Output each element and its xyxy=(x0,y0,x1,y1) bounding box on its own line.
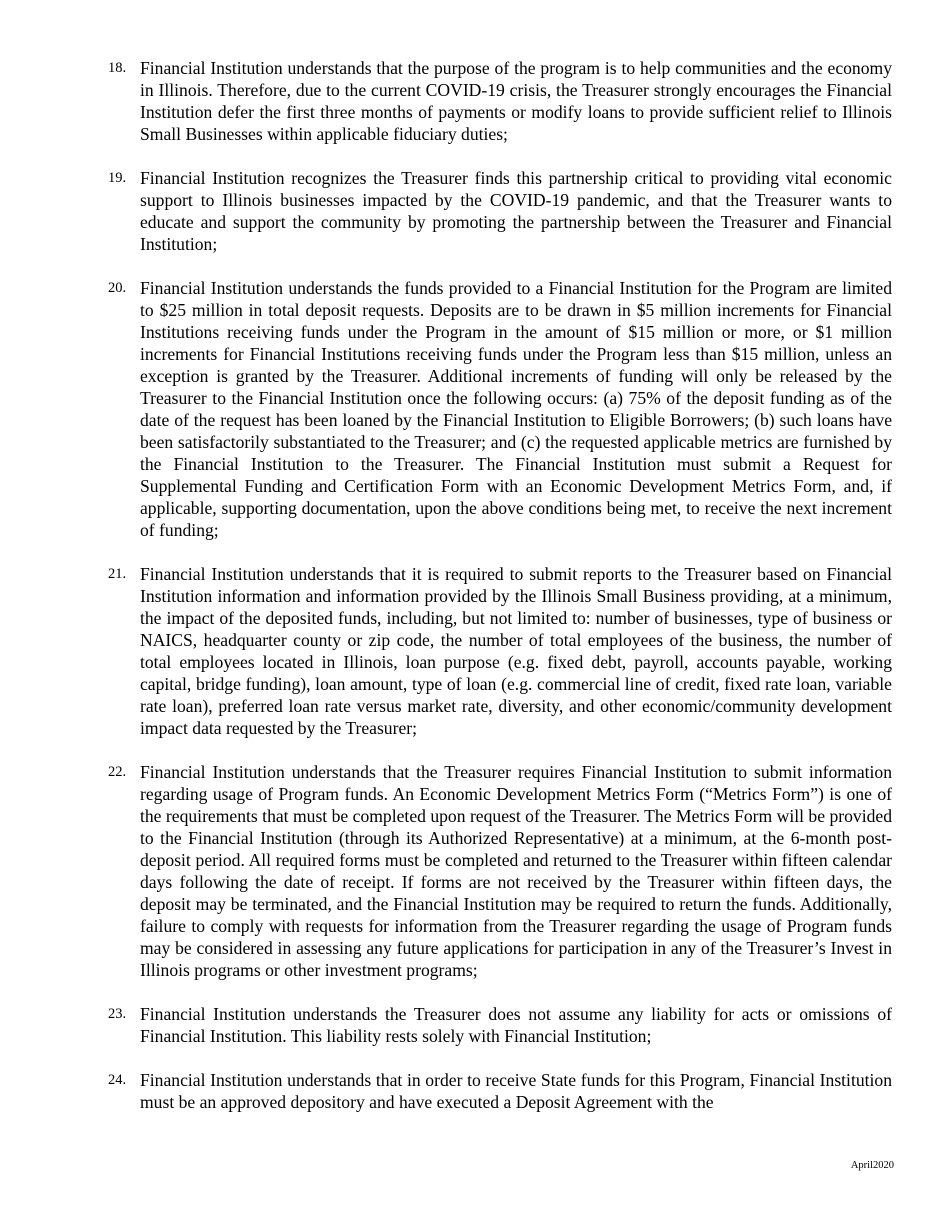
clause-number: 19. xyxy=(108,170,127,186)
clause-text: Financial Institution understands that in order to receive State funds for this Program, Financial Institution must be an approved depository and have executed a Deposit Agreement with the xyxy=(140,1070,892,1112)
clause-19 xyxy=(108,167,892,255)
clause-number: 18. xyxy=(108,60,127,76)
clause-text: Financial Institution understands the Treasurer does not assume any liability for acts or omissions of Financial Institution. This liability rests solely with Financial Institution; xyxy=(140,1004,892,1046)
clause-number: 24. xyxy=(108,1072,127,1088)
clause-text: Financial Institution recognizes the Treasurer finds this partnership critical to providing vital economic support to Illinois businesses impacted by the COVID-19 pandemic, and that the Treasurer wants to educate and support the community by promoting the partnership between the Treasurer and Financial Institution; xyxy=(140,168,892,254)
clause-number: 22. xyxy=(108,764,127,780)
clause-22 xyxy=(108,761,892,981)
clause-text: Financial Institution understands the funds provided to a Financial Institution for the Program are limited to $25 million in total deposit requests. Deposits are to be drawn in $5 million increments for Financial Institutions receiving funds under the Program in the amount of $15 million or more, or $1 million increments for Financial Institutions receiving funds under the Program less than $15 million, unless an exception is granted by the Treasurer. Additional increments of funding will only be released by the Treasurer to the Financial Institution once the following occurs: (a) 75% of the deposit funding as of the date of the request has been loaned by the Financial Institution to Eligible Borrowers; (b) such loans have been satisfactorily substantiated to the Treasurer; and (c) the requested applicable metrics are furnished by the Financial Institution to the Treasurer. The Financial Institution must submit a Request for Supplemental Funding and Certification Form with an Economic Development Metrics Form, and, if applicable, supporting documentation, upon the above conditions being met, to receive the next increment of funding; xyxy=(140,278,892,540)
clause-23 xyxy=(108,1003,892,1047)
clause-list xyxy=(108,57,892,1135)
clause-number: 23. xyxy=(108,1006,127,1022)
revision-date-mark: April2020 xyxy=(850,1160,894,1171)
clause-21 xyxy=(108,563,892,739)
clause-number: 21. xyxy=(108,566,127,582)
clause-text: Financial Institution understands that the purpose of the program is to help communities and the economy in Illinois. Therefore, due to the current COVID-19 crisis, the Treasurer strongly encourages the Financial Institution defer the first three months of payments or modify loans to provide sufficient relief to Illinois Small Businesses within applicable fiduciary duties; xyxy=(140,58,892,144)
clause-text: Financial Institution understands that the Treasurer requires Financial Institution to submit information regarding usage of Program funds. An Economic Development Metrics Form (“Metrics Form”) is one of the requirements that must be completed upon request of the Treasurer. The Metrics Form will be provided to the Financial Institution (through its Authorized Representative) at a minimum, at the 6-month post-deposit period. All required forms must be completed and returned to the Treasurer within fifteen calendar days following the date of receipt. If forms are not received by the Treasurer within fifteen days, the deposit may be terminated, and the Financial Institution may be required to return the funds. Additionally, failure to comply with requests for information from the Treasurer regarding the usage of Program funds may be considered in assessing any future applications for participation in any of the Treasurer’s Invest in Illinois programs or other investment programs; xyxy=(140,762,892,980)
clause-text: Financial Institution understands that it is required to submit reports to the Treasurer based on Financial Institution information and information provided by the Illinois Small Business providing, at a minimum, the impact of the deposited funds, including, but not limited to: number of businesses, type of business or NAICS, headquarter county or zip code, the number of total employees of the business, the number of total employees located in Illinois, loan purpose (e.g. fixed debt, payroll, accounts payable, working capital, bridge funding), loan amount, type of loan (e.g. commercial line of credit, fixed rate loan, variable rate loan), preferred loan rate versus market rate, diversity, and other economic/community development impact data requested by the Treasurer; xyxy=(140,564,892,738)
clause-18 xyxy=(108,57,892,145)
clause-20 xyxy=(108,277,892,541)
clause-24 xyxy=(108,1069,892,1113)
clause-number: 20. xyxy=(108,280,127,296)
